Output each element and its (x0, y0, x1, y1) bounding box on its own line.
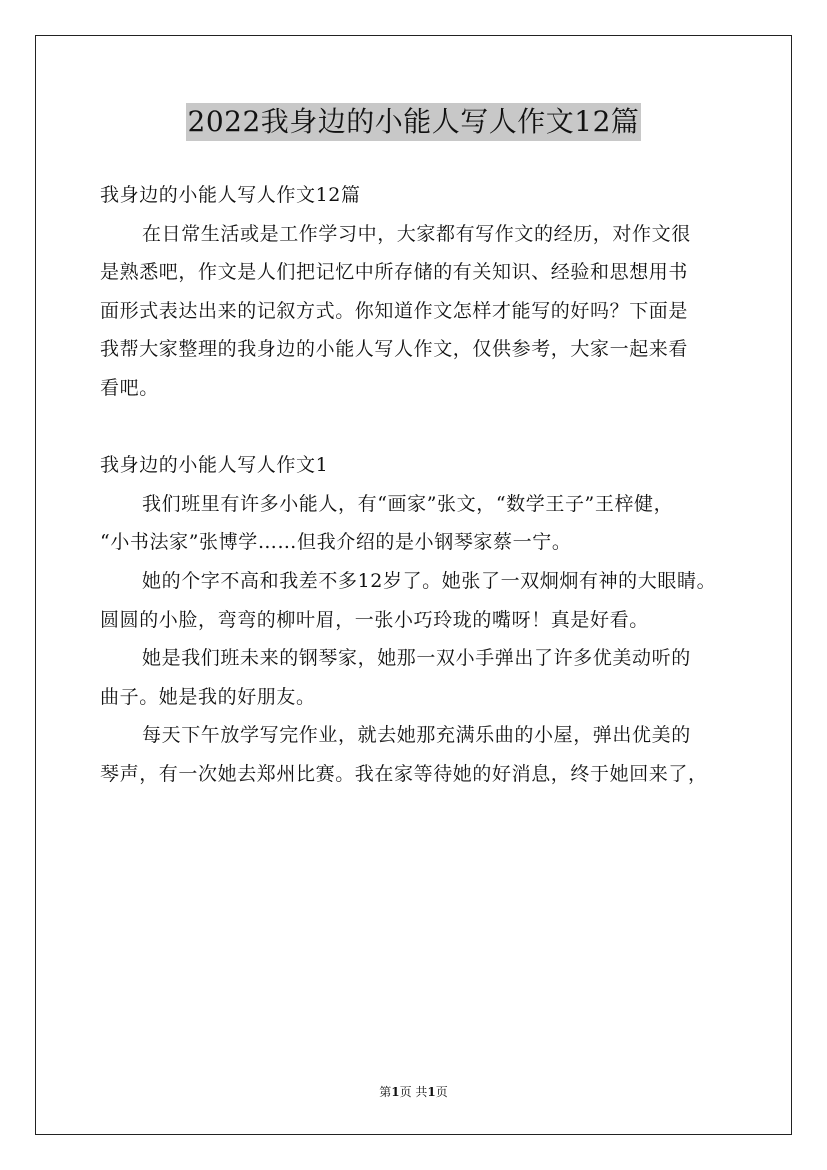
page-footer (0, 1083, 827, 1101)
body-line-14: 曲子。她是我的好朋友。 (100, 685, 316, 708)
body-line-2: 在日常生活或是工作学习中，大家都有写作文的经历，对作文很 (142, 222, 691, 245)
body-line-16: 琴声，有一次她去郑州比赛。我在家等待她的好消息，终于她回来了， (100, 762, 708, 785)
body-line-11: 她的个字不高和我差不多12岁了。她张了一双炯炯有神的大眼睛。 (142, 569, 717, 592)
document-body (100, 176, 728, 794)
body-line-9: 我们班里有许多小能人，有“画家”张文，“数学王子”王梓健， (142, 492, 674, 515)
body-line-4: 面形式表达出来的记叙方式。你知道作文怎样才能写的好吗？下面是 (100, 299, 689, 322)
body-line-1: 我身边的小能人写人作文12篇 (100, 184, 361, 206)
body-line-10: “小书法家”张博学……但我介绍的是小钢琴家蔡一宁。 (100, 531, 572, 554)
footer-page-current: 1 (391, 1085, 400, 1099)
footer-page-mid: 页 共 (399, 1085, 428, 1099)
body-line-12: 圆圆的小脸，弯弯的柳叶眉，一张小巧玲珑的嘴呀！真是好看。 (100, 608, 649, 631)
title-container (0, 103, 827, 141)
body-line-6: 看吧。 (100, 376, 159, 399)
footer-page-total: 1 (427, 1085, 436, 1099)
body-line-3: 是熟悉吧，作文是人们把记忆中所存储的有关知识、经验和思想用书 (100, 261, 689, 284)
footer-page-prefix: 第 (379, 1085, 392, 1099)
document-title: 2022我身边的小能人写人作文12篇 (186, 103, 642, 141)
body-line-5: 我帮大家整理的我身边的小能人写人作文，仅供参考，大家一起来看 (100, 338, 689, 361)
body-line-15: 每天下午放学写完作业，就去她那充满乐曲的小屋，弹出优美的 (142, 724, 691, 747)
body-line-8: 我身边的小能人写人作文1 (100, 454, 329, 477)
body-line-7 (100, 408, 728, 447)
footer-page-suffix: 页 (435, 1085, 448, 1099)
body-line-13: 她是我们班未来的钢琴家，她那一双小手弹出了许多优美动听的 (142, 647, 691, 670)
